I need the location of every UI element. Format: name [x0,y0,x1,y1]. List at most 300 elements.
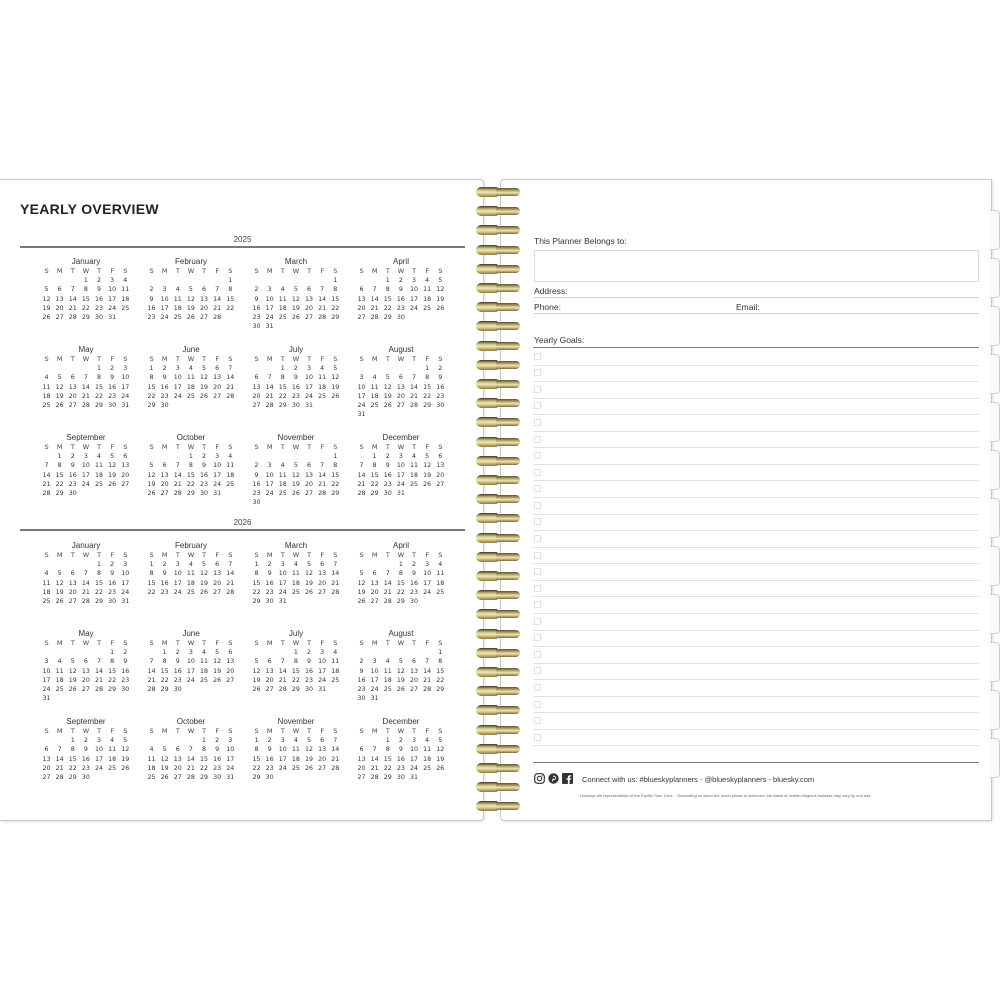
day-cell: 2 [149,286,154,294]
day-cell: 5 [57,570,62,578]
day-cell: 11 [436,570,445,578]
day-cell: 1 [385,277,390,285]
day-cell [184,401,197,410]
week-row [145,480,237,489]
day-cell [434,694,447,703]
day-cell: 26 [357,597,366,605]
day-cell: 3 [110,277,115,285]
day-cell: 30 [68,489,77,497]
day-cell: 19 [200,579,209,587]
day-cell [303,597,316,606]
pinterest-icon[interactable] [548,773,559,784]
day-cell: 16 [160,383,169,391]
goal-checkbox[interactable] [534,535,541,542]
index-tab[interactable] [990,210,1000,250]
week-row [355,276,447,285]
index-tab[interactable] [990,738,1000,778]
weekday-label: T [280,267,285,275]
goal-checkbox[interactable] [534,452,541,459]
weekday-label: T [307,267,312,275]
goal-line[interactable] [533,630,979,631]
day-cell: 5 [398,658,403,666]
day-cell [434,773,447,782]
day-cell: 29 [160,685,169,693]
week-row [145,764,237,773]
day-cell: 22 [226,304,235,312]
week-row [145,285,237,294]
day-cell: 2 [438,365,443,373]
weekday-label: T [385,443,390,451]
weekday-label: S [333,443,338,451]
day-cell: 20 [200,304,209,312]
goal-checkbox[interactable] [534,684,541,691]
day-cell [381,364,394,373]
day-cell: 17 [160,304,169,312]
goal-line[interactable] [533,530,979,531]
day-cell: 26 [55,597,64,605]
weekday-label: T [202,267,207,275]
week-row [250,588,342,597]
day-cell: 10 [226,746,235,754]
goal-checkbox[interactable] [534,634,541,641]
day-cell: 3 [280,737,285,745]
weekday-label: T [202,443,207,451]
week-row [250,304,342,313]
phone-email-line[interactable] [534,313,979,314]
day-cell: 9 [398,746,403,754]
day-cell: 21 [410,392,419,400]
day-cell: 1 [149,365,154,373]
weekday-label: S [123,551,128,559]
day-cell: 23 [291,392,300,400]
goal-line[interactable] [533,563,979,564]
weekday-header [145,267,237,276]
day-cell: 12 [436,286,445,294]
weekday-header [250,267,342,276]
day-cell: 29 [252,773,261,781]
day-cell: 29 [186,489,195,497]
day-cell: 12 [436,746,445,754]
day-cell: 19 [305,579,314,587]
goal-checkbox[interactable] [534,601,541,608]
day-cell [106,773,119,782]
spiral-coil [476,666,522,678]
goal-checkbox[interactable] [534,436,541,443]
day-cell: 10 [173,374,182,382]
index-tab[interactable] [990,546,1000,586]
day-cell [368,648,381,657]
day-cell: 26 [186,313,195,321]
goal-line[interactable] [533,679,979,680]
day-cell: 25 [226,480,235,488]
goal-checkbox[interactable] [534,518,541,525]
day-cell: 30 [383,489,392,497]
week-row [250,764,342,773]
weekday-label: F [320,355,325,363]
goal-checkbox[interactable] [534,419,541,426]
day-cell: 2 [398,737,403,745]
weekday-label: S [228,267,233,275]
weekday-label: S [123,727,128,735]
day-cell: 9 [110,374,115,382]
day-cell [106,489,119,498]
day-cell: 9 [412,570,417,578]
day-cell: 24 [278,588,287,596]
day-cell: 10 [265,295,274,303]
day-cell [421,410,434,419]
day-cell: 27 [68,597,77,605]
weekday-label: M [161,443,168,451]
day-cell: 13 [318,746,327,754]
weekday-label: S [333,267,338,275]
day-cell: 11 [95,462,104,470]
day-cell: 26 [436,764,445,772]
day-cell: 17 [278,579,287,587]
goal-checkbox[interactable] [534,552,541,559]
weekday-label: S [123,267,128,275]
day-cell: 5 [202,365,207,373]
day-cell: 19 [423,471,432,479]
week-row [40,313,132,322]
day-cell: 6 [44,746,49,754]
day-cell: 11 [121,286,130,294]
weekday-label: T [70,639,75,647]
day-cell: 16 [396,295,405,303]
weekday-label: F [215,639,220,647]
day-cell: 24 [121,392,130,400]
day-cell: 29 [383,313,392,321]
spiral-coil [476,436,522,448]
day-cell: 18 [423,295,432,303]
day-cell: 1 [438,649,443,657]
month-name: October [176,717,206,726]
goal-checkbox[interactable] [534,701,541,708]
day-cell: 14 [42,471,51,479]
goal-line[interactable] [533,663,979,664]
index-tab[interactable] [990,354,1000,394]
day-cell: 30 [305,685,314,693]
day-cell: 15 [331,471,340,479]
goal-line[interactable] [533,398,979,399]
goal-line[interactable] [533,613,979,614]
day-cell: 4 [333,649,338,657]
goal-line[interactable] [533,696,979,697]
goal-line[interactable] [533,596,979,597]
index-tab[interactable] [990,450,1000,490]
day-cell: 6 [83,658,88,666]
day-cell: 20 [357,764,366,772]
instagram-icon[interactable] [534,773,545,784]
day-cell: 6 [359,746,364,754]
day-cell: 21 [173,480,182,488]
weekday-label: S [149,727,154,735]
day-cell: 11 [318,374,327,382]
day-cell: 22 [383,764,392,772]
day-cell [263,648,276,657]
day-cell: 10 [357,383,366,391]
day-cell: 3 [97,737,102,745]
weekday-header [355,355,447,364]
day-cell: 21 [213,304,222,312]
week-row [355,694,447,703]
day-cell: 13 [305,471,314,479]
day-cell: 21 [226,579,235,587]
goal-checkbox[interactable] [534,386,541,393]
day-cell: 9 [175,658,180,666]
day-cell: 4 [44,374,49,382]
phone-label: Phone: [534,302,561,312]
day-cell: 8 [293,658,298,666]
day-cell: 29 [423,401,432,409]
day-cell [145,452,158,461]
weekday-label: M [266,727,273,735]
goal-checkbox[interactable] [534,734,541,741]
day-cell [329,498,342,507]
week-row [250,364,342,373]
day-cell [316,276,329,285]
goal-checkbox[interactable] [534,651,541,658]
day-cell: 20 [265,676,274,684]
day-cell: 30 [265,773,274,781]
day-cell: 30 [160,401,169,409]
day-cell: 13 [396,383,405,391]
weekday-label: F [215,551,220,559]
goal-line[interactable] [533,580,979,581]
day-cell: 16 [213,755,222,763]
day-cell: 29 [396,597,405,605]
month-name: June [182,345,200,354]
goal-line[interactable] [533,464,979,465]
facebook-icon[interactable] [562,773,573,784]
day-cell: 7 [333,561,338,569]
goal-checkbox[interactable] [534,585,541,592]
day-cell: 9 [83,746,88,754]
month-march-2026 [250,540,342,606]
day-cell: 20 [410,676,419,684]
day-cell: 16 [265,579,274,587]
goal-line[interactable] [533,480,979,481]
index-tab[interactable] [990,642,1000,682]
address-line[interactable] [534,297,979,298]
goal-line[interactable] [533,365,979,366]
day-cell: 8 [188,462,193,470]
goal-checkbox[interactable] [534,402,541,409]
weekday-label: M [371,727,378,735]
week-row [250,285,342,294]
day-cell: 3 [215,453,220,461]
weekday-label: W [397,267,405,275]
goal-line[interactable] [533,745,979,746]
day-cell: 23 [121,676,130,684]
weekday-label: F [425,443,430,451]
day-cell: 12 [357,579,366,587]
goal-checkbox[interactable] [534,717,541,724]
day-cell: 8 [372,462,377,470]
day-cell: 21 [265,392,274,400]
weekday-label: S [438,355,443,363]
day-cell: 28 [331,588,340,596]
week-row [40,373,132,382]
day-cell: 29 [383,773,392,781]
day-cell: 29 [68,773,77,781]
month-name: July [288,629,304,638]
day-cell: 23 [160,588,169,596]
week-row [355,452,447,461]
weekday-label: W [292,727,300,735]
week-row [355,383,447,392]
goal-line[interactable] [533,514,979,515]
day-cell: 4 [293,737,298,745]
goal-checkbox[interactable] [534,485,541,492]
goal-line[interactable] [533,712,979,713]
spiral-coil [476,647,522,659]
day-cell: 4 [293,561,298,569]
month-january-2025 [40,256,132,322]
day-cell: 16 [108,383,117,391]
day-cell: 31 [226,773,235,781]
goal-checkbox[interactable] [534,469,541,476]
weekday-header [355,551,447,560]
goal-checkbox[interactable] [534,502,541,509]
day-cell: 16 [160,579,169,587]
weekday-label: T [70,551,75,559]
goal-checkbox[interactable] [534,369,541,376]
day-cell: 3 [83,453,88,461]
weekday-header [145,355,237,364]
day-cell: 27 [81,685,90,693]
goal-line[interactable] [533,381,979,382]
day-cell: 17 [42,676,51,684]
weekday-label: T [175,639,180,647]
year-header-2026 [20,519,465,531]
day-cell: 17 [305,383,314,391]
day-cell: 3 [175,561,180,569]
day-cell: 24 [173,392,182,400]
index-tab[interactable] [990,306,1000,346]
weekday-label: F [110,551,115,559]
day-cell: 15 [95,579,104,587]
day-cell: 28 [318,489,327,497]
day-cell: 10 [410,286,419,294]
index-tab[interactable] [990,594,1000,634]
weekday-label: F [320,267,325,275]
day-cell: 11 [410,462,419,470]
goal-checkbox[interactable] [534,667,541,674]
goal-line[interactable] [533,414,979,415]
day-cell: 23 [265,764,274,772]
day-cell: 13 [357,295,366,303]
weekday-label: S [254,551,259,559]
day-cell [145,276,158,285]
week-row [145,773,237,782]
goal-line[interactable] [533,547,979,548]
day-cell: 30 [252,499,261,507]
weekday-label: S [254,355,259,363]
day-cell: 12 [305,570,314,578]
weekday-label: S [228,355,233,363]
index-tab[interactable] [990,258,1000,298]
day-cell: 11 [331,658,340,666]
index-tab[interactable] [990,402,1000,442]
day-cell [355,452,368,461]
goal-checkbox[interactable] [534,568,541,575]
weekday-label: W [187,443,195,451]
index-tab[interactable] [990,498,1000,538]
day-cell: 16 [200,471,209,479]
goal-line[interactable] [533,431,979,432]
day-cell: 25 [173,313,182,321]
day-cell: 28 [173,489,182,497]
footer-rule [533,762,979,763]
day-cell [381,410,394,419]
weekday-header [355,267,447,276]
weekday-label: M [161,727,168,735]
day-cell: 5 [293,462,298,470]
day-cell: 15 [81,295,90,303]
goal-line[interactable] [533,497,979,498]
day-cell [276,276,289,285]
day-cell: 24 [42,685,51,693]
weekday-label: F [425,551,430,559]
weekday-header [355,639,447,648]
spiral-coil [476,416,522,428]
day-cell: 2 [293,365,298,373]
day-cell: 29 [81,313,90,321]
day-cell: 30 [396,773,405,781]
day-cell: 25 [331,676,340,684]
day-cell: 14 [226,570,235,578]
day-cell: 5 [188,286,193,294]
day-cell: 7 [280,658,285,666]
goal-line[interactable] [533,646,979,647]
weekday-header [250,551,342,560]
weekday-label: F [320,443,325,451]
day-cell: 7 [320,462,325,470]
goal-checkbox[interactable] [534,353,541,360]
day-cell [66,364,79,373]
week-row [355,685,447,694]
day-cell: 21 [55,764,64,772]
goal-checkbox[interactable] [534,618,541,625]
owner-name-field[interactable] [534,250,979,282]
day-cell: 20 [370,588,379,596]
index-tab[interactable] [990,690,1000,730]
week-row [250,392,342,401]
day-cell: 25 [95,480,104,488]
day-cell: 12 [121,746,130,754]
day-cell: 5 [215,649,220,657]
day-cell: 6 [123,453,128,461]
day-cell: 6 [70,374,75,382]
goal-line[interactable] [533,729,979,730]
day-cell: 18 [383,676,392,684]
day-cell: 13 [265,667,274,675]
week-row [355,285,447,294]
day-cell [381,560,394,569]
social-links [534,773,576,784]
day-cell: 16 [121,667,130,675]
day-cell: 31 [265,323,274,331]
day-cell: 28 [42,489,51,497]
day-cell [434,313,447,322]
day-cell: 18 [108,755,117,763]
month-name: January [71,257,101,266]
day-cell: 25 [200,676,209,684]
day-cell: 2 [83,737,88,745]
week-row [250,480,342,489]
day-cell: 12 [383,383,392,391]
goal-line[interactable] [533,447,979,448]
